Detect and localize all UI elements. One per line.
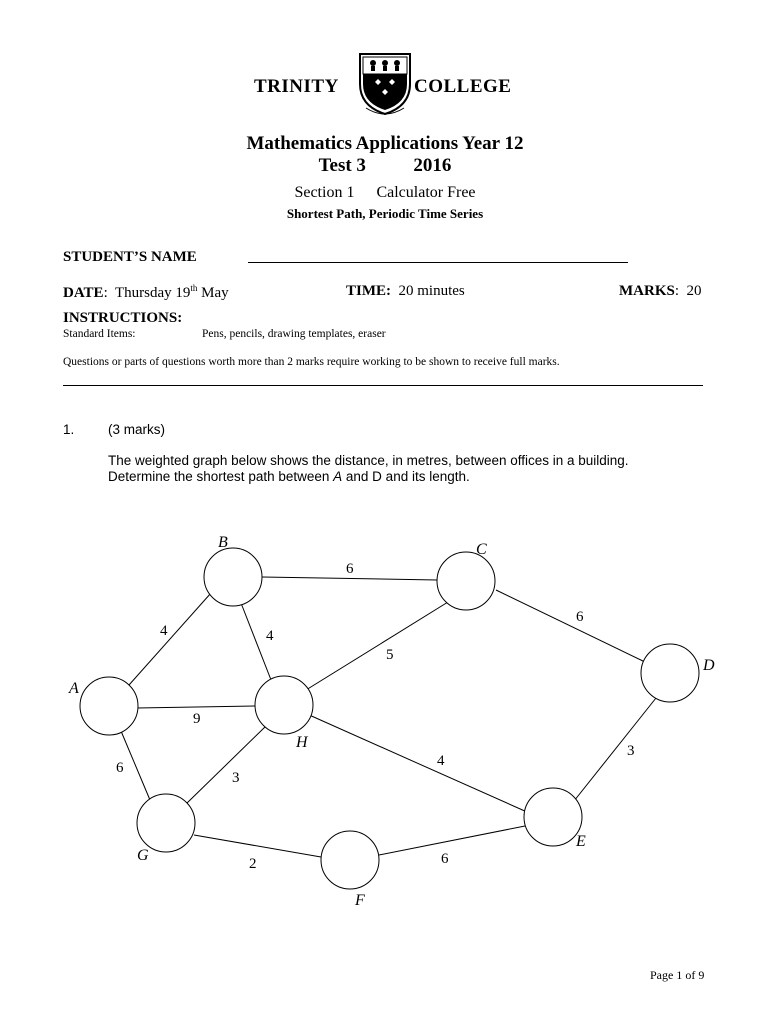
weight-D-E: 3 xyxy=(627,743,635,759)
test-year: 2016 xyxy=(413,155,452,176)
edge-C-D xyxy=(496,590,645,662)
node-label-F: F xyxy=(355,892,365,909)
standard-items-value: Pens, pencils, drawing templates, eraser xyxy=(202,328,386,340)
edge-H-C xyxy=(306,602,448,690)
marks-field: MARKS: 20 xyxy=(619,283,702,299)
date-field: DATE: Thursday 19th May xyxy=(63,283,229,301)
student-name-line[interactable] xyxy=(248,262,628,263)
topics-subtitle: Shortest Path, Periodic Time Series xyxy=(286,206,484,221)
edge-F-E xyxy=(379,826,525,855)
weight-A-B: 4 xyxy=(160,623,168,639)
logo-word-trinity: TRINITY xyxy=(254,76,339,97)
node-label-H: H xyxy=(296,734,308,751)
question-marks: (3 marks) xyxy=(108,422,165,437)
time-label: TIME: xyxy=(346,283,391,299)
weight-C-D: 6 xyxy=(576,609,584,625)
question-text-post: and D and its length. xyxy=(342,469,470,484)
weight-G-F: 2 xyxy=(249,856,257,872)
edge-B-H xyxy=(241,603,273,685)
edge-H-E xyxy=(307,714,527,812)
date-sup: th xyxy=(190,283,198,293)
time-value: 20 minutes xyxy=(398,283,465,299)
node-D xyxy=(641,644,699,702)
weight-B-H: 4 xyxy=(266,628,274,644)
page-title: Mathematics Applications Year 12 xyxy=(246,133,524,154)
node-label-B: B xyxy=(218,534,228,551)
weighted-graph xyxy=(0,520,770,920)
edge-H-G xyxy=(186,726,266,804)
question-text-a: A xyxy=(333,469,343,484)
question-number: 1. xyxy=(63,422,75,437)
node-label-C: C xyxy=(476,541,487,558)
question-text-pre: Determine the shortest path between xyxy=(108,469,334,484)
question-text-line1: The weighted graph below shows the distance, in metres, between offices in a building. xyxy=(108,453,629,468)
edge-B-C xyxy=(262,577,437,580)
node-C xyxy=(437,552,495,610)
edge-D-E xyxy=(574,698,656,801)
standard-items-label: Standard Items: xyxy=(63,328,136,340)
time-field xyxy=(346,283,465,300)
question-text-line2 xyxy=(108,469,470,484)
node-F xyxy=(321,831,379,889)
edge-A-G xyxy=(121,731,150,800)
student-name-label: STUDENT’S NAME xyxy=(63,249,197,265)
instructions-heading: INSTRUCTIONS: xyxy=(63,310,183,326)
marks-label: MARKS xyxy=(619,283,675,299)
weight-A-G: 6 xyxy=(116,760,124,776)
node-label-D: D xyxy=(703,657,715,674)
node-label-G: G xyxy=(137,847,149,864)
weight-H-C: 5 xyxy=(386,647,394,663)
test-title xyxy=(0,155,770,177)
node-H xyxy=(255,676,313,734)
node-label-A: A xyxy=(69,680,79,697)
divider xyxy=(63,385,703,386)
edge-G-F xyxy=(194,835,321,857)
date-label: DATE xyxy=(63,285,104,301)
test-number: Test 3 xyxy=(318,155,366,176)
date-value: Thursday 19 xyxy=(114,285,191,301)
node-label-E: E xyxy=(576,833,586,850)
logo-word-college: COLLEGE xyxy=(414,76,512,97)
weight-H-E: 4 xyxy=(437,753,445,769)
section-line xyxy=(0,184,770,202)
node-B xyxy=(204,548,262,606)
college-crest-logo xyxy=(356,50,414,118)
weight-F-E: 6 xyxy=(441,851,449,867)
node-G xyxy=(137,794,195,852)
page-number: Page 1 of 9 xyxy=(650,968,705,982)
date-month: May xyxy=(201,285,229,301)
node-A xyxy=(80,677,138,735)
weight-B-C: 6 xyxy=(346,561,354,577)
weight-H-G: 3 xyxy=(232,770,240,786)
edge-A-H xyxy=(137,706,256,708)
working-note: Questions or parts of questions worth more than 2 marks require working to be shown to receive full marks. xyxy=(63,356,560,368)
section-label: Section 1 xyxy=(294,184,355,201)
weight-A-H: 9 xyxy=(193,711,201,727)
node-E xyxy=(524,788,582,846)
edge-A-B xyxy=(129,593,211,685)
section-type: Calculator Free xyxy=(376,184,476,201)
marks-value: 20 xyxy=(686,283,702,299)
